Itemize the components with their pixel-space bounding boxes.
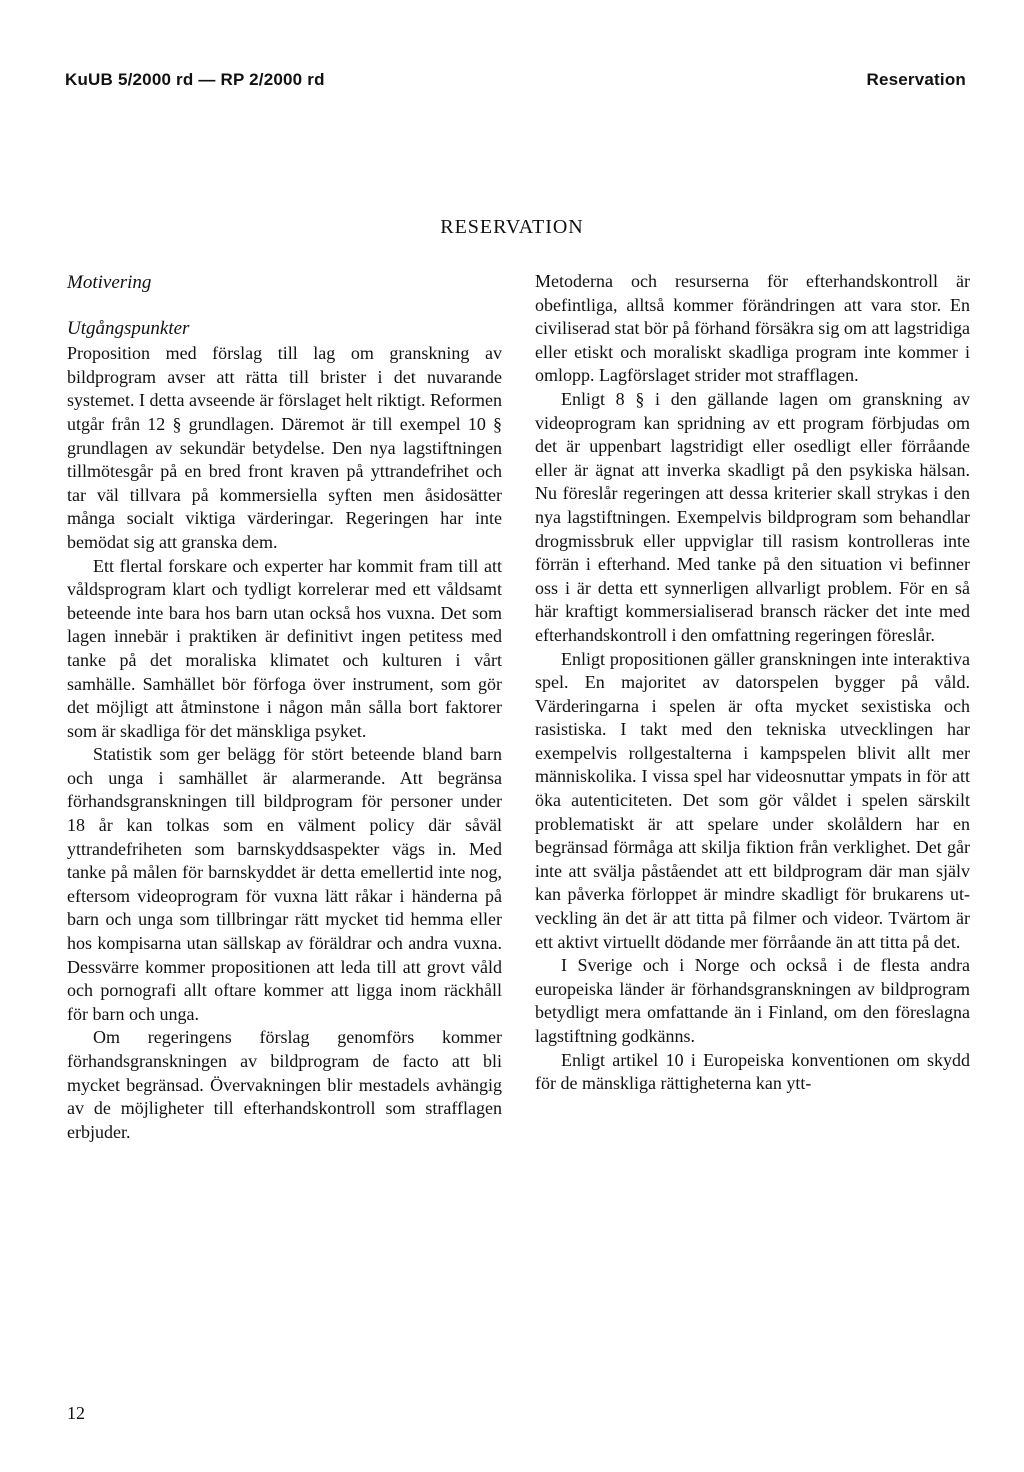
section-heading: Motivering: [67, 272, 152, 293]
paragraph: Statistik som ger belägg för stört beteende bland barn och unga i samhället är alarmerande. Att begränsa förhandsgranskningen till bildprogram för personer under 18 år kan tolkas som en välment policy där såväl yttrandefriheten som barnskyddsaspekter vägs in. Med tanke på målen för barnskyddet är detta emellertid inte nog, eftersom videoprogram för vuxna lätt råkar i händerna på barn och unga som tillbringar rätt mycket tid hemma eller hos kompisarna utan sällskap av föräldrar och andra vuxna. Dessvärre kommer propositionen att leda till att grovt våld och pornografi allt oftare kommer att ligga inom räckhåll för barn och unga.: [67, 744, 502, 1024]
paragraph: Enligt artikel 10 i Europeiska konventionen om skydd för de mänskliga rättigheterna kan ytt-: [535, 1049, 970, 1094]
paragraph: I Sverige och i Norge och också i de flesta andra europeiska länder är förhandsgranskningen av bildprogram betydligt mera omfattande än i Finland, om den föreslagna lagstiftning godkänns.: [535, 955, 970, 1046]
paragraph: Ett flertal forskare och experter har kommit fram till att våldsprogram klart och tydligt korrelerar med ett våldsamt beteende inte bara hos barn utan också hos vuxna. Det som lagen innebär i praktiken är definitivt ingen petitess med tanke på det moraliska klimatet och kulturen i vårt samhälle. Samhället bör förfoga över instrument, som gör det möjligt att åtminstone i någon mån sålla bort faktorer som är skadliga för det mänskliga psyket.: [67, 555, 502, 741]
running-header-right: Reservation: [866, 70, 966, 89]
paragraph: Metoderna och resurserna för efterhandskontroll är obefintliga, alltså kommer förändringen att vara stor. En civiliserad stat bör på förhand försäkra sig om att lagstridiga eller etiskt och moraliskt skadliga program inte kommer i omlopp. Lagförslaget strider mot strafflagen.: [535, 271, 970, 386]
running-header-left: KuUB 5/2000 rd — RP 2/2000 rd: [65, 70, 325, 89]
paragraph: Proposition med förslag till lag om granskning av bildprogram avser att rätta till brister i det nuvarande systemet. I detta avseende är förslaget helt riktigt. Reformen utgår från 12 § grundlagen. Däremot är till exempel 10 § grundlagen av sekundär betydelse. Den nya lagstiftningen tillmötesgår på en bred front kraven på yttrandefrihet och tar väl tillvara på kommersiella syften men åsidosätter många socialt viktiga värderingar. Regeringen har inte bemödat sig att granska dem.: [67, 343, 502, 552]
page-title: RESERVATION: [440, 216, 584, 238]
left-column: [67, 268, 502, 1144]
paragraph: Enligt 8 § i den gällande lagen om granskning av videoprogram kan spridning av ett program förbjudas om det är uppenbart lagstridigt eller osedligt eller förråande eller är ägnat att inverka skadligt på den psykiska hälsan. Nu föreslår regeringen att dessa kriterier skall strykas i den nya lagstiftningen. Exempelvis bildprogram som behandlar drogmissbruk eller uppviglar till rasism kontrolleras inte förrän i efterhand. Med tanke på den situation vi befinner oss i är detta ett synnerligen allvarligt problem. För en så här kraftigt kommersialiserad bransch räcker det inte med efterhandskontroll i den omfattning regeringen föreslår.: [535, 388, 970, 645]
right-column: [535, 270, 970, 1096]
paragraph: Enligt propositionen gäller granskningen inte interaktiva spel. En majoritet av datorspelen bygger på våld. Värderingarna i spelen är ofta mycket sexistiska och rasistiska. I takt med den tekniska utvecklingen har exempelvis rollgestalterna i kampspelen blivit allt mer människolika. I vissa spel har videosnuttar ympats in för att öka autenticiteten. Det som gör våldet i spelen särskilt problematiskt är att spelare under skolåldern har en begränsad förmåga att skilja fiktion från verklighet. Det går inte att svälja påståendet att ett bildprogram där man själv kan påverka förloppet är mindre skadligt för brukarens utveckling än det är att titta på filmer och videor. Tvärtom är ett aktivt virtuellt dödande mer förråande än att titta på det.: [535, 648, 970, 952]
paragraph: Om regeringens förslag genomförs kommer förhandsgranskningen av bildprogram de facto att bli mycket begränsad. Övervakningen blir mestadels avhängig av de möjligheter till efterhandskontroll som strafflagen erbjuder.: [67, 1027, 502, 1142]
subsection-heading: Utgångspunkter: [67, 317, 190, 339]
page-number: 12: [67, 1403, 85, 1423]
